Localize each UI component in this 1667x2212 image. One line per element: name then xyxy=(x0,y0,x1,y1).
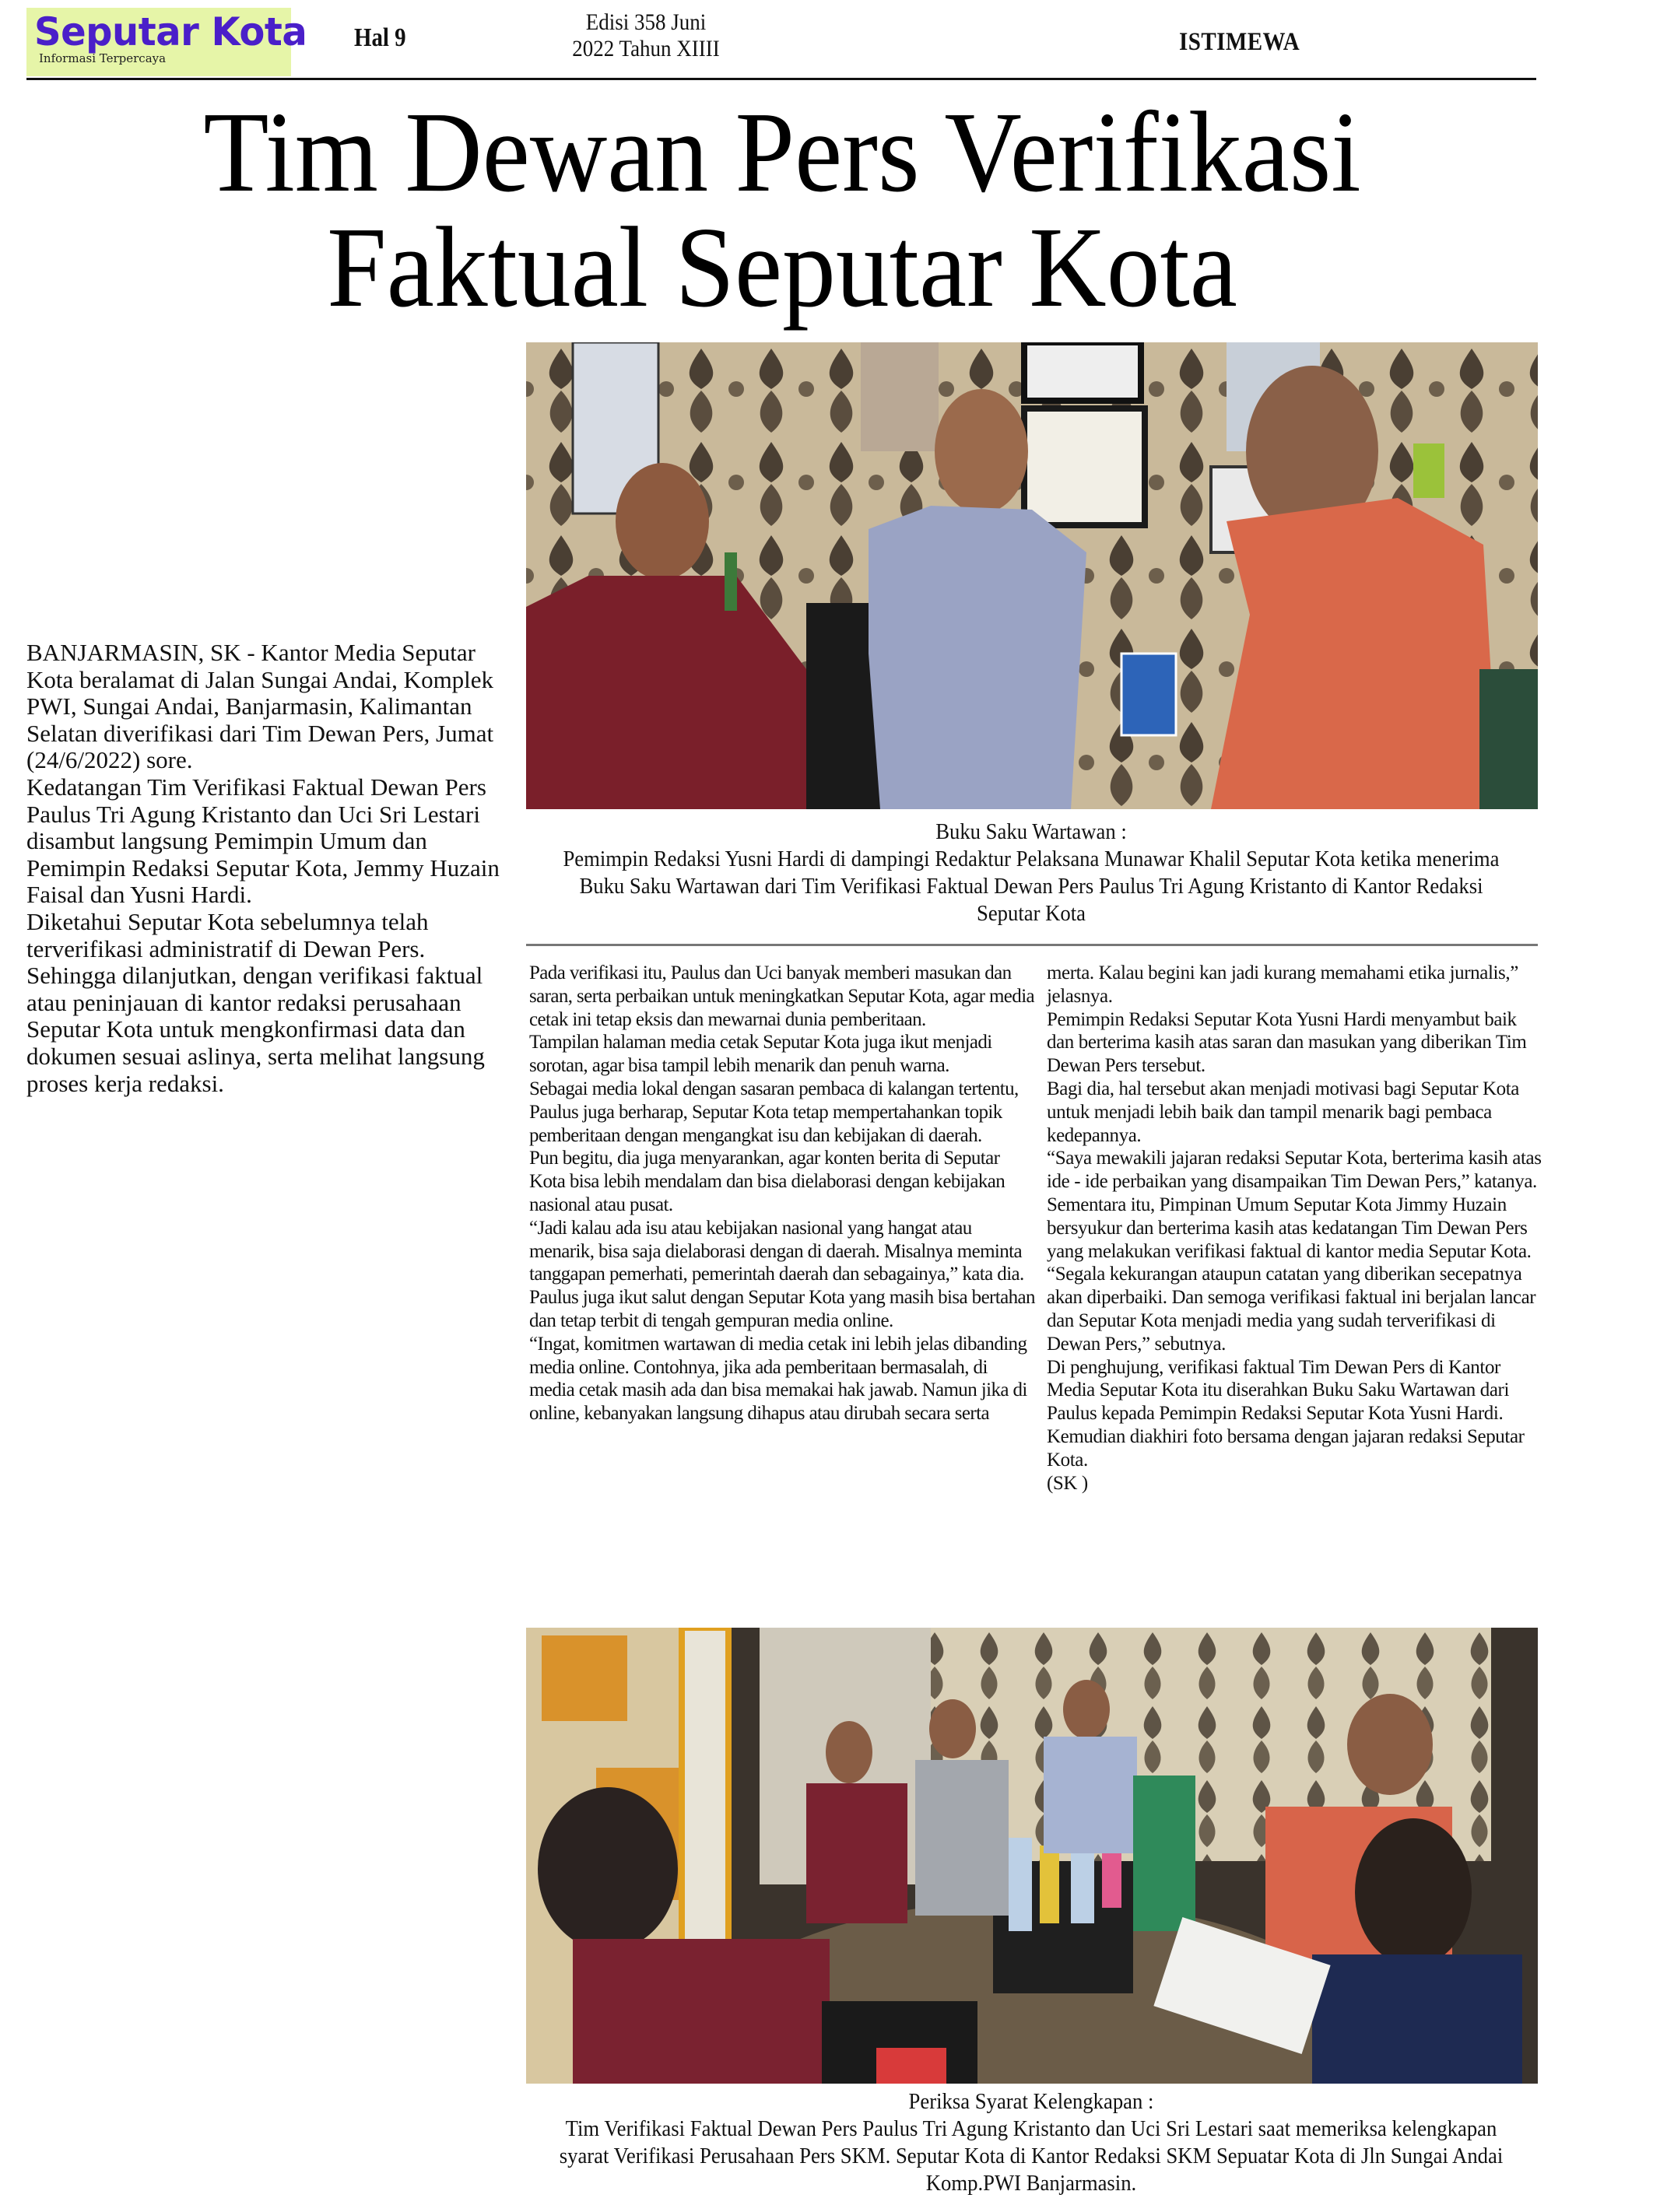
article-lead-column xyxy=(26,640,517,1097)
headline-line-1: Tim Dewan Pers Verifikasi xyxy=(203,89,1361,216)
photo-handover-pocket-book-icon xyxy=(526,342,1538,809)
caption-title: Buku Saku Wartawan : xyxy=(935,819,1127,844)
logo-tagline: Informasi Terpercaya xyxy=(39,51,167,65)
paragraph: “Jadi kalau ada isu atau kebijakan nasional yang hangat atau menarik, bisa saja dielaborasi dengan di daerah. Misalnya meminta tanggapan pemerhati, pemerintah daerah dan sebagainya,” kata dia. xyxy=(529,1217,1024,1285)
paragraph: “Ingat, komitmen wartawan di media cetak ini lebih jelas dibanding media online. Contohnya, jika ada pemberitaan bermasalah, di media cetak masih ada dan bisa memakai hak jawab. Namun jika di online, kebanyakan langsung dihapus atau dirubah secara serta xyxy=(529,1333,1027,1425)
paragraph: “Saya mewakili jajaran redaksi Seputar Kota, berterima kasih atas ide - ide perbaikan yang disampaikan Tim Dewan Pers,” katanya. xyxy=(1047,1148,1542,1193)
edition-info xyxy=(555,9,737,62)
paragraph: Pun begitu, dia juga menyarankan, agar konten berita di Seputar Kota bisa lebih mendalam dan bisa dielaborasi dengan kebijakan nasional atau pusat. xyxy=(529,1148,1005,1215)
caption-title: Periksa Syarat Kelengkapan : xyxy=(908,2089,1154,2114)
paragraph: Sementara itu, Pimpinan Umum Seputar Kota Jimmy Huzain bersyukur dan berterima kasih atas kedatangan Tim Dewan Pers yang melakukan verifikasi faktual di kantor media Seputar Kota. xyxy=(1047,1194,1532,1262)
paragraph: Sebagai media lokal dengan sasaran pembaca di kalangan tertentu, Paulus juga berharap, Seputar Kota tetap mempertahankan topik pemberitaan dengan mengangkat isu dan kebijakan di daerah. xyxy=(529,1078,1019,1146)
caption-divider xyxy=(526,944,1538,946)
paragraph: Diketahui Seputar Kota sebelumnya telah terverifikasi administratif di Dewan Pers. Sehingga dilanjutkan, dengan verifikasi faktual atau peninjauan di kantor redaksi perusahaan Seputar Kota untuk mengkonfirmasi data dan dokumen sesuai aslinya, serta melihat langsung proses kerja redaksi. xyxy=(26,907,485,1097)
paragraph: Paulus juga ikut salut dengan Seputar Kota yang masih bisa bertahan dan tetap terbit di tengah gempuran media online. xyxy=(529,1287,1035,1331)
header-divider xyxy=(26,78,1536,80)
photo-handover xyxy=(526,342,1538,809)
photo-meeting xyxy=(526,1628,1538,2084)
paragraph: merta. Kalau begini kan jadi kurang memahami etika jurnalis,” jelasnya. xyxy=(1047,962,1518,1007)
logo-name: Seputar Kota xyxy=(34,9,307,54)
edition-line-1: Edisi 358 Juni xyxy=(585,9,707,35)
edition-line-2: 2022 Tahun XIIII xyxy=(572,36,720,61)
page-number: Hal 9 xyxy=(354,23,406,52)
paragraph: Di penghujung, verifikasi faktual Tim Dewan Pers di Kantor Media Seputar Kota itu diserahkan Buku Saku Wartawan dari Paulus kepada Pemimpin Redaksi Seputar Kota Yusni Hardi. Kemudian diakhiri foto bersama dengan jajaran redaksi Seputar Kota. xyxy=(1047,1356,1525,1471)
paragraph: Pemimpin Redaksi Seputar Kota Yusni Hardi menyambut baik dan berterima kasih atas saran dan masukan yang diberikan Tim Dewan Pers tersebut. xyxy=(1047,1008,1527,1077)
paragraph: Kedatangan Tim Verifikasi Faktual Dewan Pers Paulus Tri Agung Kristanto dan Uci Sri Lestari disambut langsung Pemimpin Umum dan Pemimpin Redaksi Seputar Kota, Jemmy Huzain Faisal dan Yusni Hardi. xyxy=(26,773,500,909)
photo-document-check-meeting-icon xyxy=(526,1628,1538,2084)
headline-line-2: Faktual Seputar Kota xyxy=(327,204,1237,331)
section-label: ISTIMEWA xyxy=(1179,28,1300,56)
caption-body: Tim Verifikasi Faktual Dewan Pers Paulus Tri Agung Kristanto dan Uci Sri Lestari saat memeriksa kelengkapan syarat Verifikasi Perusahaan Pers SKM. Seputar Kota di Kantor Redaksi SKM Sepuatar Kota di Jln Sungai Andai Komp.PWI Banjarmasin. xyxy=(559,2116,1504,2196)
article-column-middle xyxy=(529,962,1035,1425)
photo-meeting-caption xyxy=(555,2088,1507,2197)
paragraph: Pada verifikasi itu, Paulus dan Uci banyak memberi masukan dan saran, serta perbaikan untuk meningkatkan Seputar Kota, agar media cetak ini tetap eksis dan mewarnai dunia pemberitaan. xyxy=(529,962,1035,1030)
caption-body: Pemimpin Redaksi Yusni Hardi di dampingi Redaktur Pelaksana Munawar Khalil Seputar Kota ketika menerima Buku Saku Wartawan dari Tim Verifikasi Faktual Dewan Pers Paulus Tri Agung Kristanto di Kantor Redaksi Seputar Kota xyxy=(563,847,1500,926)
photo-handover-caption xyxy=(555,819,1507,927)
paragraph: BANJARMASIN, SK - Kantor Media Seputar Kota beralamat di Jalan Sungai Andai, Komplek PWI, Sungai Andai, Banjarmasin, Kalimantan Selatan diverifikasi dari Tim Dewan Pers, Jumat (24/6/2022) sore. xyxy=(26,639,494,774)
headline xyxy=(76,89,1488,331)
byline-code: (SK ) xyxy=(1047,1472,1088,1494)
publication-logo xyxy=(26,8,307,76)
paragraph: Bagi dia, hal tersebut akan menjadi motivasi bagi Seputar Kota untuk menjadi lebih baik dan tampil menarik bagi pembaca kedepannya. xyxy=(1047,1078,1519,1146)
paragraph: Tampilan halaman media cetak Seputar Kota juga ikut menjadi sorotan, agar bisa tampil lebih menarik dan penuh warna. xyxy=(529,1032,992,1077)
article-column-right xyxy=(1047,962,1545,1495)
paragraph: “Segala kekurangan ataupun catatan yang diberikan secepatnya akan diperbaiki. Dan semoga verifikasi faktual ini berjalan lancar dan Seputar Kota menjadi media yang sudah terverifikasi di Dewan Pers,” sebutnya. xyxy=(1047,1264,1536,1355)
